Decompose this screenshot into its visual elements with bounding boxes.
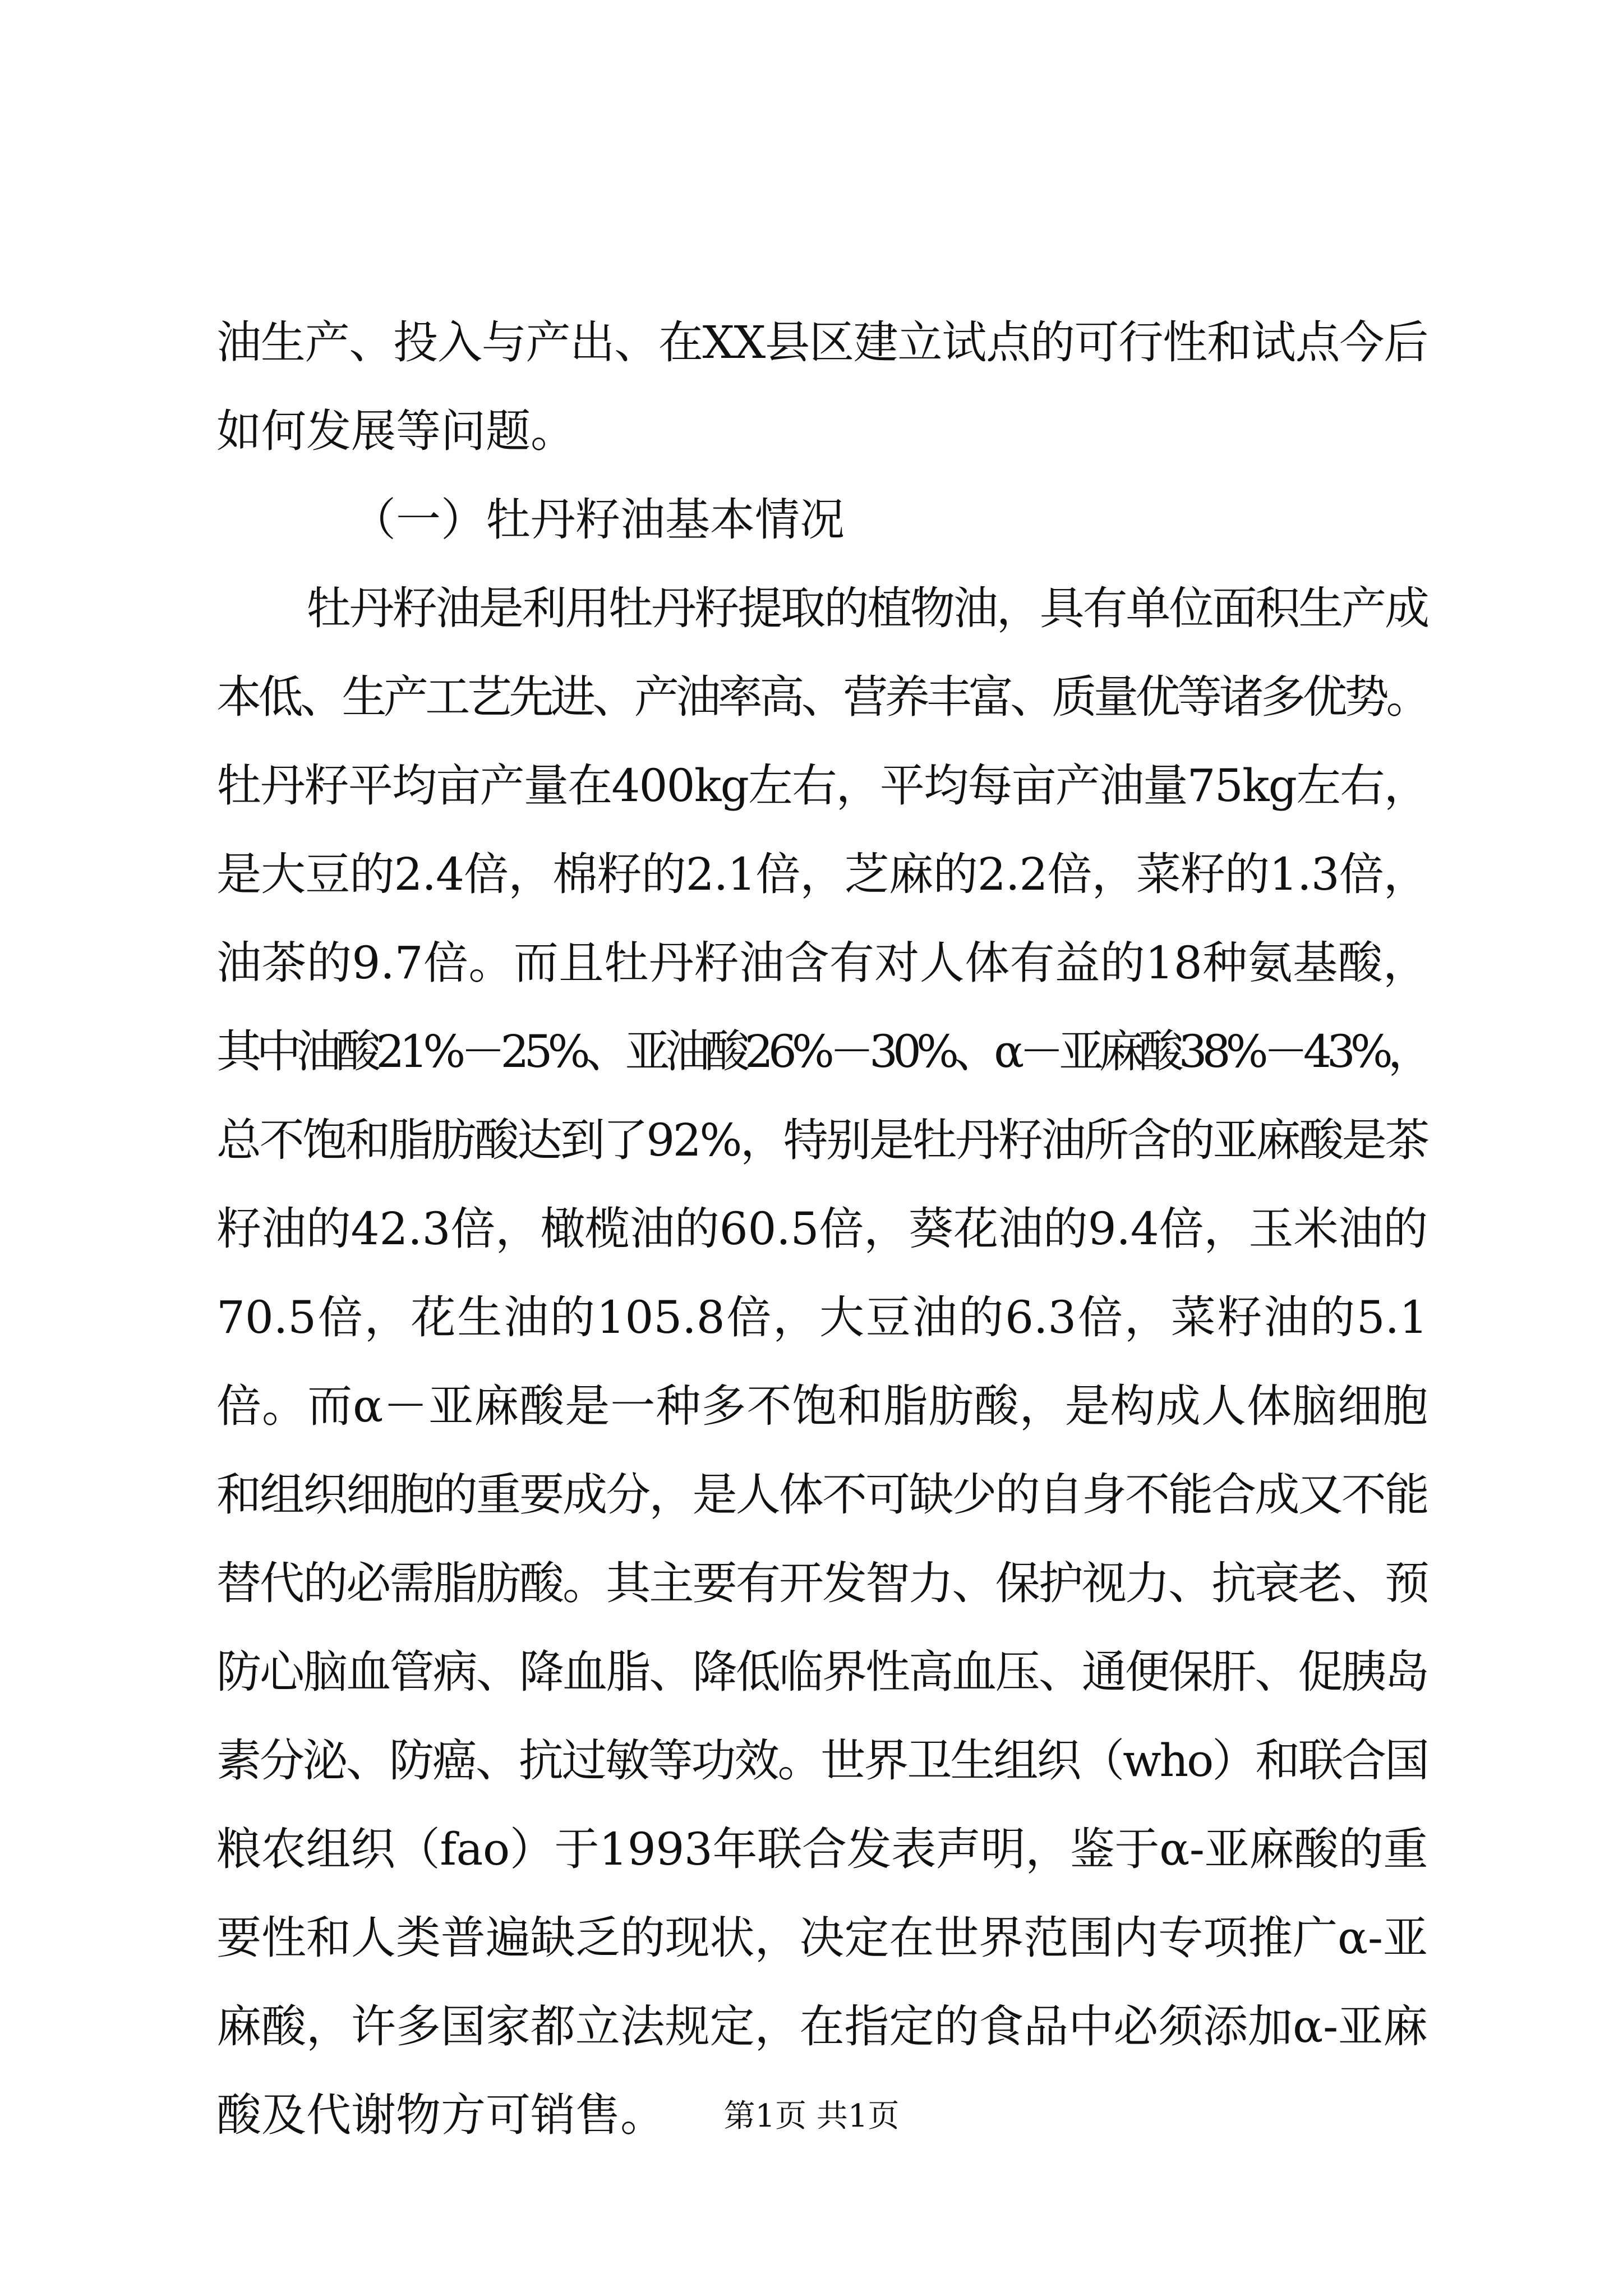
document-body: [216, 298, 1428, 2160]
page-number-label: 第1页 共1页: [723, 2098, 900, 2134]
text-line: 牡丹籽油是利用牡丹籽提取的植物油，具有单位面积生产成: [306, 582, 1428, 634]
text-line: 如何发展等问题。: [216, 405, 575, 457]
text-line: 油茶的9.7倍。而且牡丹籽油含有对人体有益的18种氨基酸，: [216, 937, 1428, 989]
section-heading: （一）牡丹籽油基本情况: [351, 494, 845, 546]
text-line: 要性和人类普遍缺乏的现状，决定在世界范围内专项推广α-亚: [216, 1912, 1428, 1964]
text-line: 牡丹籽平均亩产量在400kg左右，平均每亩产油量75kg左右，: [216, 760, 1428, 812]
text-line: 粮农组织（fao）于1993年联合发表声明，鉴于α-亚麻酸的重: [216, 1823, 1428, 1875]
text-line: 油生产、投入与产出、在XX县区建立试点的可行性和试点今后: [216, 316, 1428, 369]
page-footer: [0, 2097, 1623, 2136]
text-line: 酸及代谢物方可销售。: [216, 2089, 665, 2141]
text-line: 素分泌、防癌、抗过敏等功效。世界卫生组织（who）和联合国: [216, 1734, 1428, 1787]
text-line: 其中油酸21%－25%、亚油酸26%－30%、α－亚麻酸38%－43%，: [216, 1025, 1428, 1078]
text-line: 本低、生产工艺先进、产油率高、营养丰富、质量优等诸多优势。: [216, 671, 1428, 723]
text-line: 总不饱和脂肪酸达到了92%，特别是牡丹籽油所含的亚麻酸是茶: [216, 1114, 1428, 1166]
text-line: 是大豆的2.4倍，棉籽的2.1倍，芝麻的2.2倍，菜籽的1.3倍，: [216, 848, 1428, 900]
text-line: 替代的必需脂肪酸。其主要有开发智力、保护视力、抗衰老、预: [216, 1557, 1428, 1609]
text-line: 防心脑血管病、降血脂、降低临界性高血压、通便保肝、促胰岛: [216, 1646, 1428, 1698]
text-line: 和组织细胞的重要成分，是人体不可缺少的自身不能合成又不能: [216, 1469, 1428, 1521]
text-line: 倍。而α－亚麻酸是一种多不饱和脂肪酸，是构成人体脑细胞: [216, 1380, 1428, 1432]
text-line: 籽油的42.3倍，橄榄油的60.5倍，葵花油的9.4倍，玉米油的: [216, 1203, 1428, 1255]
text-line: 麻酸，许多国家都立法规定，在指定的食品中必须添加α-亚麻: [216, 2000, 1428, 2053]
text-line: 70.5倍，花生油的105.8倍，大豆油的6.3倍，菜籽油的5.1: [216, 1291, 1428, 1343]
